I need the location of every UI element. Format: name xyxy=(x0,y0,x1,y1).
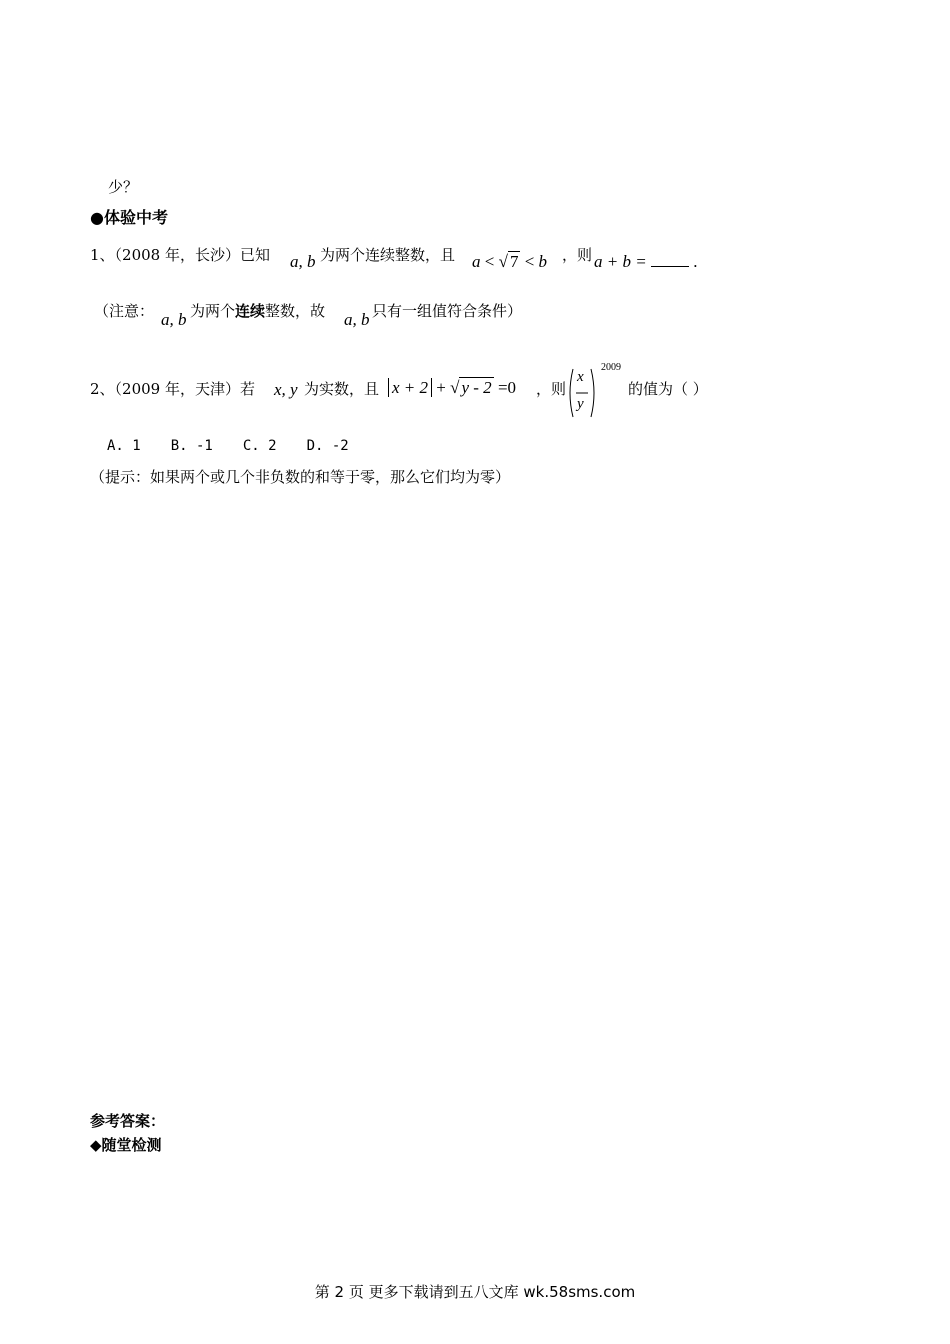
ineq-lt-1: < xyxy=(484,252,495,271)
q2-text-1: 为实数，且 xyxy=(304,380,380,398)
q2-options xyxy=(107,438,349,454)
q2-number: 2、 xyxy=(90,380,115,398)
sqrt-arg: 7 xyxy=(509,252,519,271)
answers-subheading xyxy=(90,1134,162,1155)
footer-suffix: 页 更多下载请到五八文库 wk.58sms.com xyxy=(344,1283,636,1301)
q2-text-2: ，则 xyxy=(536,380,567,398)
note-text-2: 整数，故 xyxy=(265,302,326,320)
q1-source: （2008 年，长沙）已知 xyxy=(114,246,270,264)
q1-text: 为两个连续整数，且 xyxy=(320,246,456,264)
abs-value xyxy=(388,378,432,397)
sum-expr: a + b = xyxy=(594,252,647,271)
q2-exponent: 2009 xyxy=(601,362,621,373)
frac-den: y xyxy=(577,396,584,412)
note-bold-word: 连续 xyxy=(235,302,266,320)
question-2 xyxy=(90,378,255,399)
q1-inequality xyxy=(472,252,547,272)
q2-source: （2009 年，天津）若 xyxy=(114,380,255,398)
top-fragment: 少？ xyxy=(108,178,139,196)
question-1 xyxy=(90,244,270,265)
frac-num: x xyxy=(577,369,584,385)
footer-prefix: 第 xyxy=(314,1283,335,1301)
answer-blank xyxy=(651,252,689,267)
footer-page-number: 2 xyxy=(334,1283,345,1301)
option-d: D. -2 xyxy=(306,438,349,454)
section-heading-exam xyxy=(90,205,168,228)
answers-subtitle: 随堂检测 xyxy=(101,1136,162,1154)
q1-then: ，则 xyxy=(562,246,593,264)
q2-var-xy: x, y xyxy=(274,380,298,399)
q2-text-3: 的值为（ ） xyxy=(628,380,708,398)
option-c: C. 2 xyxy=(242,438,277,454)
option-b: B. -1 xyxy=(170,438,213,454)
q1-note-body xyxy=(190,300,325,321)
option-a: A. 1 xyxy=(107,438,141,454)
sqrt-symbol: √ xyxy=(450,378,460,397)
sqrt-arg: y - 2 xyxy=(461,378,492,397)
q2-hint: （提示：如果两个或几个非负数的和等于零，那么它们均为零） xyxy=(90,468,511,486)
bullet-icon: ● xyxy=(90,208,104,227)
eq-plus: + xyxy=(436,378,446,397)
q2-equation xyxy=(388,375,516,401)
q1-note-open: （注意： xyxy=(94,302,155,320)
q1-note-text-3: 只有一组值符合条件） xyxy=(372,302,523,320)
q1-note-var1: a, b xyxy=(161,310,187,329)
sqrt-symbol: √ xyxy=(498,252,508,271)
answers-title: 参考答案： xyxy=(90,1112,166,1130)
ineq-lt-2: < xyxy=(524,252,535,271)
q2-fraction xyxy=(566,367,598,419)
q1-sum-expression xyxy=(594,252,697,272)
eq-zero: =0 xyxy=(497,378,517,397)
abs-inner: x + 2 xyxy=(392,378,429,397)
ineq-right: b xyxy=(538,252,548,271)
page-footer xyxy=(0,1281,950,1302)
note-text-1: 为两个 xyxy=(190,302,236,320)
diamond-icon: ◆ xyxy=(90,1136,102,1154)
q1-period: . xyxy=(693,252,698,271)
ineq-left: a xyxy=(472,252,481,271)
q1-number: 1、 xyxy=(90,246,115,264)
q1-note-var2: a, b xyxy=(344,310,370,329)
q1-var-ab: a, b xyxy=(290,252,316,271)
section-title: 体验中考 xyxy=(103,208,168,227)
